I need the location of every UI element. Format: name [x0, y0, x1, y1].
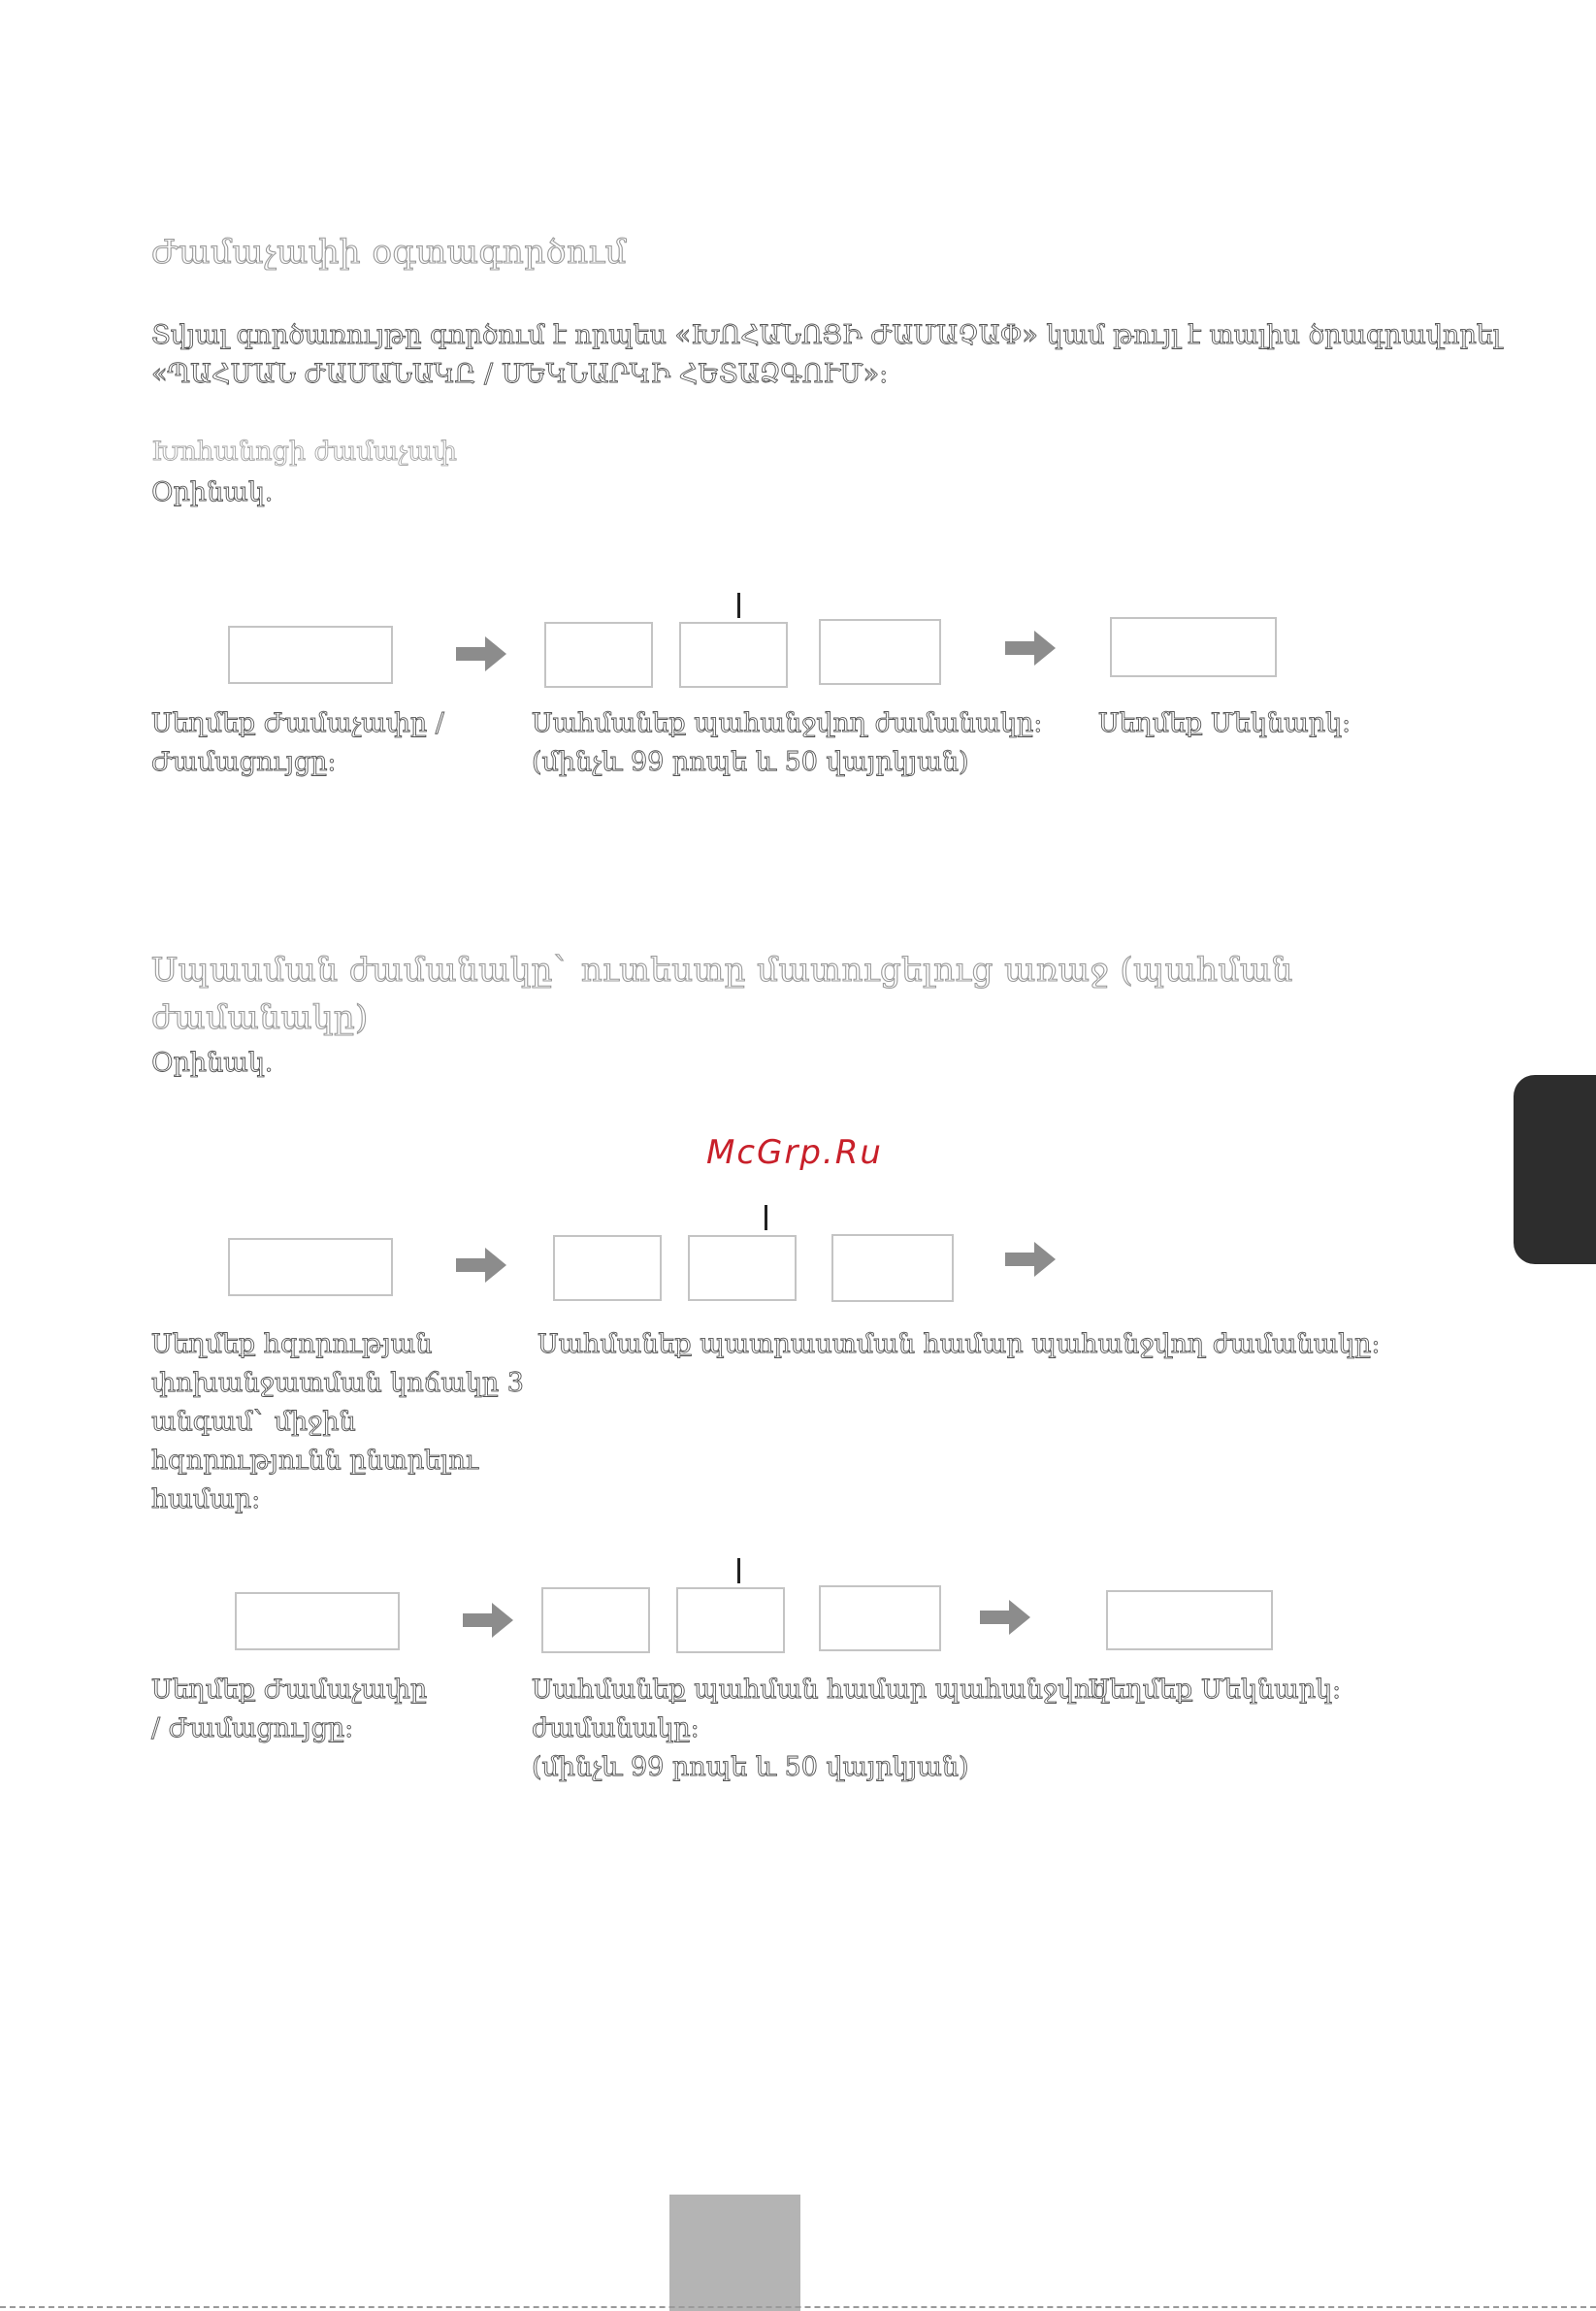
- section1-intro: [151, 316, 1510, 394]
- digit-box-minutes: [553, 1235, 662, 1301]
- power-button-box: [228, 1238, 393, 1296]
- section1-intro-line1: Տվյալ գործառույթը գործում է որպես «ԽՈՀԱՆՈՑԻ ԺԱՄԱՉԱՓ» կամ թույլ է տալիս ծրագրավորել: [151, 320, 1502, 350]
- section1-example-label: Օրինակ.: [151, 477, 274, 507]
- caption-line: փոխանջատման կոճակը 3: [151, 1368, 524, 1398]
- digit-box-extra: [819, 1585, 941, 1651]
- caption-timer-step: [151, 1671, 501, 1748]
- caption-line: (մինչև 99 րոպե և 50 վայրկյան): [532, 747, 969, 777]
- language-side-tab: [1514, 1075, 1596, 1264]
- section1-subtitle: Խոհանոցի ժամաչափ: [151, 437, 457, 467]
- digit-box-seconds: [679, 622, 788, 688]
- arrow-right-icon: [456, 1246, 506, 1285]
- caption-line: Սեղմեք Ժամաչափը: [151, 1675, 428, 1705]
- caption-line: Ժամացույցը:: [151, 747, 337, 777]
- caption-step3: Սեղմեք Մեկնարկ:: [1098, 708, 1352, 738]
- section2-example-label: Օրինակ.: [151, 1048, 274, 1078]
- section2-title: [151, 947, 1316, 1043]
- caption-start-step: Սեղմեք Մեկնարկ:: [1089, 1675, 1342, 1705]
- caption-line: Սահմանեք պահանջվող ժամանակը:: [532, 708, 1043, 738]
- timer-button-box: [228, 626, 393, 684]
- caption-power-step: [151, 1325, 530, 1519]
- caption-step2: [532, 704, 1075, 782]
- digit-box-extra: [831, 1234, 954, 1302]
- caption-line: համար:: [151, 1484, 261, 1514]
- timer-button-box: [235, 1592, 400, 1650]
- watermark: McGrp.Ru: [706, 1133, 883, 1172]
- arrow-right-icon: [1005, 1240, 1056, 1279]
- digit-box-extra: [819, 619, 941, 685]
- caption-cook-time-step: Սահմանեք պատրաստման համար պահանջվող ժամանակը:: [537, 1329, 1381, 1359]
- page-number-box: [669, 2195, 800, 2311]
- digit-box-minutes: [541, 1587, 650, 1653]
- start-button-box: [1106, 1590, 1273, 1650]
- caption-line: Սահմանեք պահման համար պահանջվող: [532, 1675, 1108, 1705]
- section1-title: Ժամաչափի օգտագործում: [151, 233, 627, 272]
- caption-line: (մինչև 99 րոպե և 50 վայրկյան): [532, 1752, 969, 1782]
- caption-line: Սեղմեք Ժամաչափը /: [151, 708, 444, 738]
- caption-line: հզորությունն ընտրելու: [151, 1446, 478, 1476]
- caption-line: / Ժամացույցը:: [151, 1713, 354, 1743]
- section2-title-line2: ժամանակը): [151, 998, 369, 1038]
- caption-step1: [151, 704, 501, 782]
- arrow-right-icon: [980, 1598, 1030, 1637]
- tick-mark: [737, 593, 740, 618]
- caption-line: Սեղմեք հզորության: [151, 1329, 433, 1359]
- digit-box-minutes: [544, 622, 653, 688]
- tick-mark: [765, 1205, 767, 1230]
- tick-mark: [737, 1558, 740, 1583]
- caption-standing-time-step: [532, 1671, 1114, 1787]
- start-button-box: [1110, 617, 1277, 677]
- bottom-cut-line: [0, 2306, 1596, 2308]
- caption-line: անգամ` միջին: [151, 1407, 356, 1437]
- caption-line: ժամանակը:: [532, 1713, 700, 1743]
- section2-title-line1: Սպասման ժամանակը` ուտեստը մատուցելուց առաջ (պահման: [151, 951, 1293, 990]
- arrow-right-icon: [463, 1601, 513, 1640]
- digit-box-seconds: [676, 1587, 785, 1653]
- arrow-right-icon: [456, 635, 506, 673]
- digit-box-seconds: [688, 1235, 797, 1301]
- section1-intro-line2: «ՊԱՀՄԱՆ ԺԱՄԱՆԱԿԸ / ՄԵԿՆԱՐԿԻ ՀԵՏԱՁԳՈՒՄ»:: [151, 359, 889, 389]
- arrow-right-icon: [1005, 629, 1056, 667]
